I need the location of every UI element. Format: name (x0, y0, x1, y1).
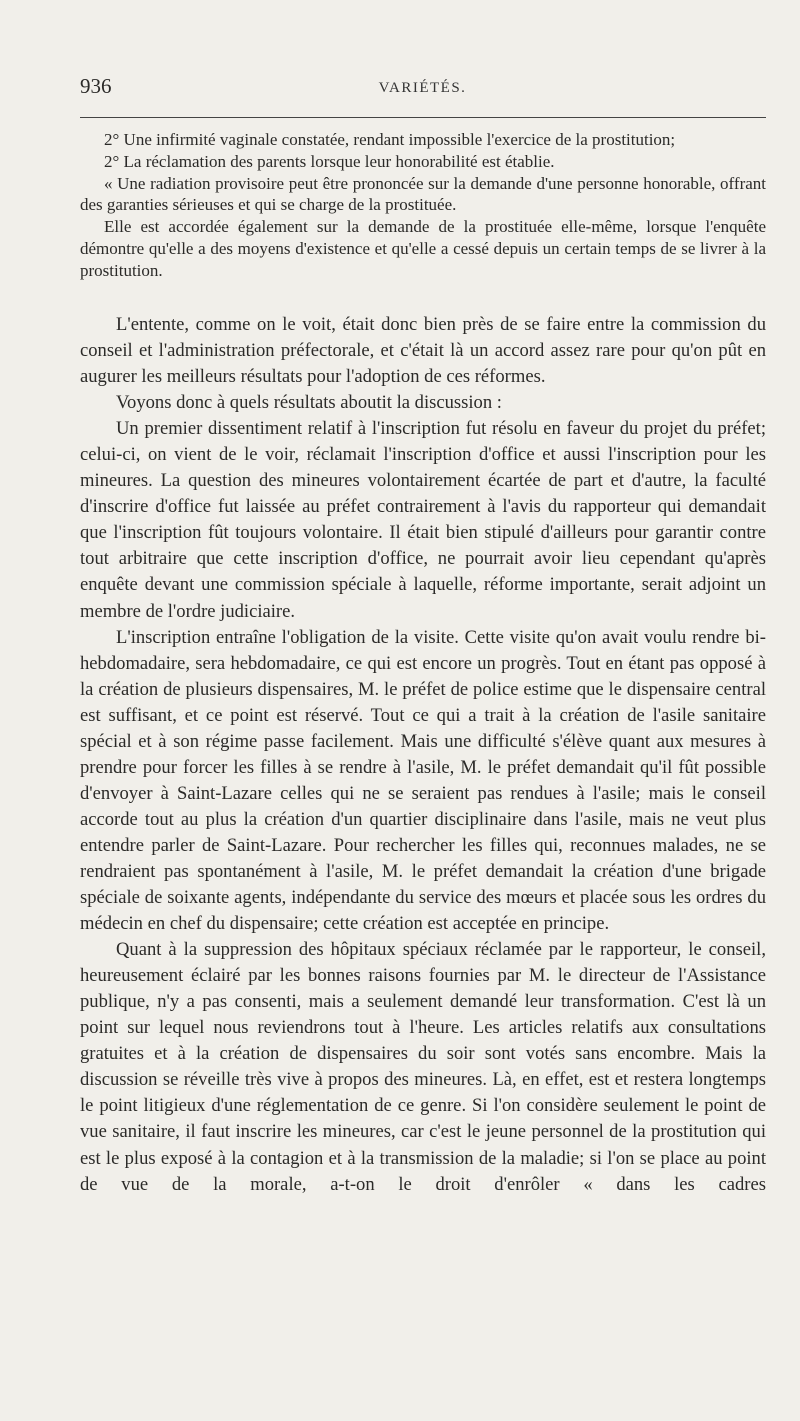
header-rule (80, 117, 766, 118)
body-text (80, 312, 766, 1198)
paragraph: 2° La réclamation des parents lorsque leur honorabilité est établie. (104, 151, 555, 171)
paragraph: L'entente, comme on le voit, était donc bien près de se faire entre la commission du conseil et l'administration préfectorale, et c'était là un accord assez rare pour qu'on pût en augurer les meilleurs résultats pour l'adoption de ces réformes. (80, 314, 766, 388)
paragraph: Voyons donc à quels résultats aboutit la discussion : (116, 392, 502, 414)
page-header (80, 74, 765, 100)
paragraph: Quant à la suppression des hôpitaux spéciaux réclamée par le rapporteur, le conseil, heureusement éclairé par les bonnes raisons fournies par M. le directeur de l'Assistance publique, n'y a pas consenti, mais a seulement demandé leur transformation. C'est là un point sur lequel nous reviendrons tout à l'heure. Les articles relatifs aux consultations gratuites et à la création de dispensaires du soir sont votés sans encombre. Mais la discussion se réveille très vive à propos des mineures. Là, en effet, est et restera longtemps le point litigieux d'une réglementation de ce genre. Si l'on considère seulement le point de vue sanitaire, il faut inscrire les mineures, car c'est le jeune personnel de la prostitution qui est le plus exposé à la contagion et à la transmission de la maladie; si l'on se place au point de vue de la morale, a-t-on le droit d'enrôler « dans les cadres (80, 939, 766, 1195)
running-title: VARIÉTÉS. (378, 80, 467, 96)
page-number: 936 (80, 74, 112, 98)
paragraph: « Une radiation provisoire peut être prononcée sur la demande d'une personne honorable, offrant des garanties sérieuses et qui se charge de la prostituée. (80, 173, 766, 215)
quoted-regulation-text (80, 129, 766, 282)
paragraph: Un premier dissentiment relatif à l'inscription fut résolu en faveur du projet du préfet; celui-ci, on vient de le voir, réclamait l'inscription d'office et aussi l'inscription pour les mineures. La question des mineures volontairement écartée de part et d'autre, la faculté d'inscrire d'office fut laissée au préfet contrairement à l'avis du rapporteur qui demandait que l'inscription fût toujours volontaire. Il était bien stipulé d'ailleurs pour garantir contre tout arbitraire que cette inscription d'office, ne pourrait avoir lieu cependant qu'après enquête devant une commission spéciale à laquelle, réforme importante, serait adjoint un membre de l'ordre judiciaire. (80, 418, 766, 622)
paragraph: Elle est accordée également sur la demande de la prostituée elle-même, lorsque l'enquête démontre qu'elle a des moyens d'existence et qu'elle a cessé depuis un certain temps de se livrer à la prostitution. (80, 217, 766, 280)
paragraph: L'inscription entraîne l'obligation de la visite. Cette visite qu'on avait voulu rendre bi-hebdomadaire, sera hebdomadaire, ce qui est encore un progrès. Tout en étant pas opposé à la création de plusieurs dispensaires, M. le préfet de police estime que le dispensaire central est suffisant, et ce point est réservé. Tout ce qui a trait à la création de l'asile sanitaire spécial et à son régime passe facilement. Mais une difficulté s'élève quant aux mesures à prendre pour forcer les filles à se rendre à l'asile, M. le préfet demandait qu'il fût possible d'envoyer à Saint-Lazare celles qui ne se seraient pas rendues à l'asile; mais le conseil accorde tout au plus la création d'un quartier disciplinaire dans l'asile, mais ne veut plus entendre parler de Saint-Lazare. Pour rechercher les filles qui, reconnues malades, ne se rendraient pas spontanément à l'asile, M. le préfet demandait la création d'une brigade spéciale de soixante agents, indépendante du service des mœurs et placée sous les ordres du médecin en chef du dispensaire; cette création est acceptée en principe. (80, 626, 766, 935)
paragraph: 2° Une infirmité vaginale constatée, rendant impossible l'exercice de la prostitution; (104, 130, 676, 149)
